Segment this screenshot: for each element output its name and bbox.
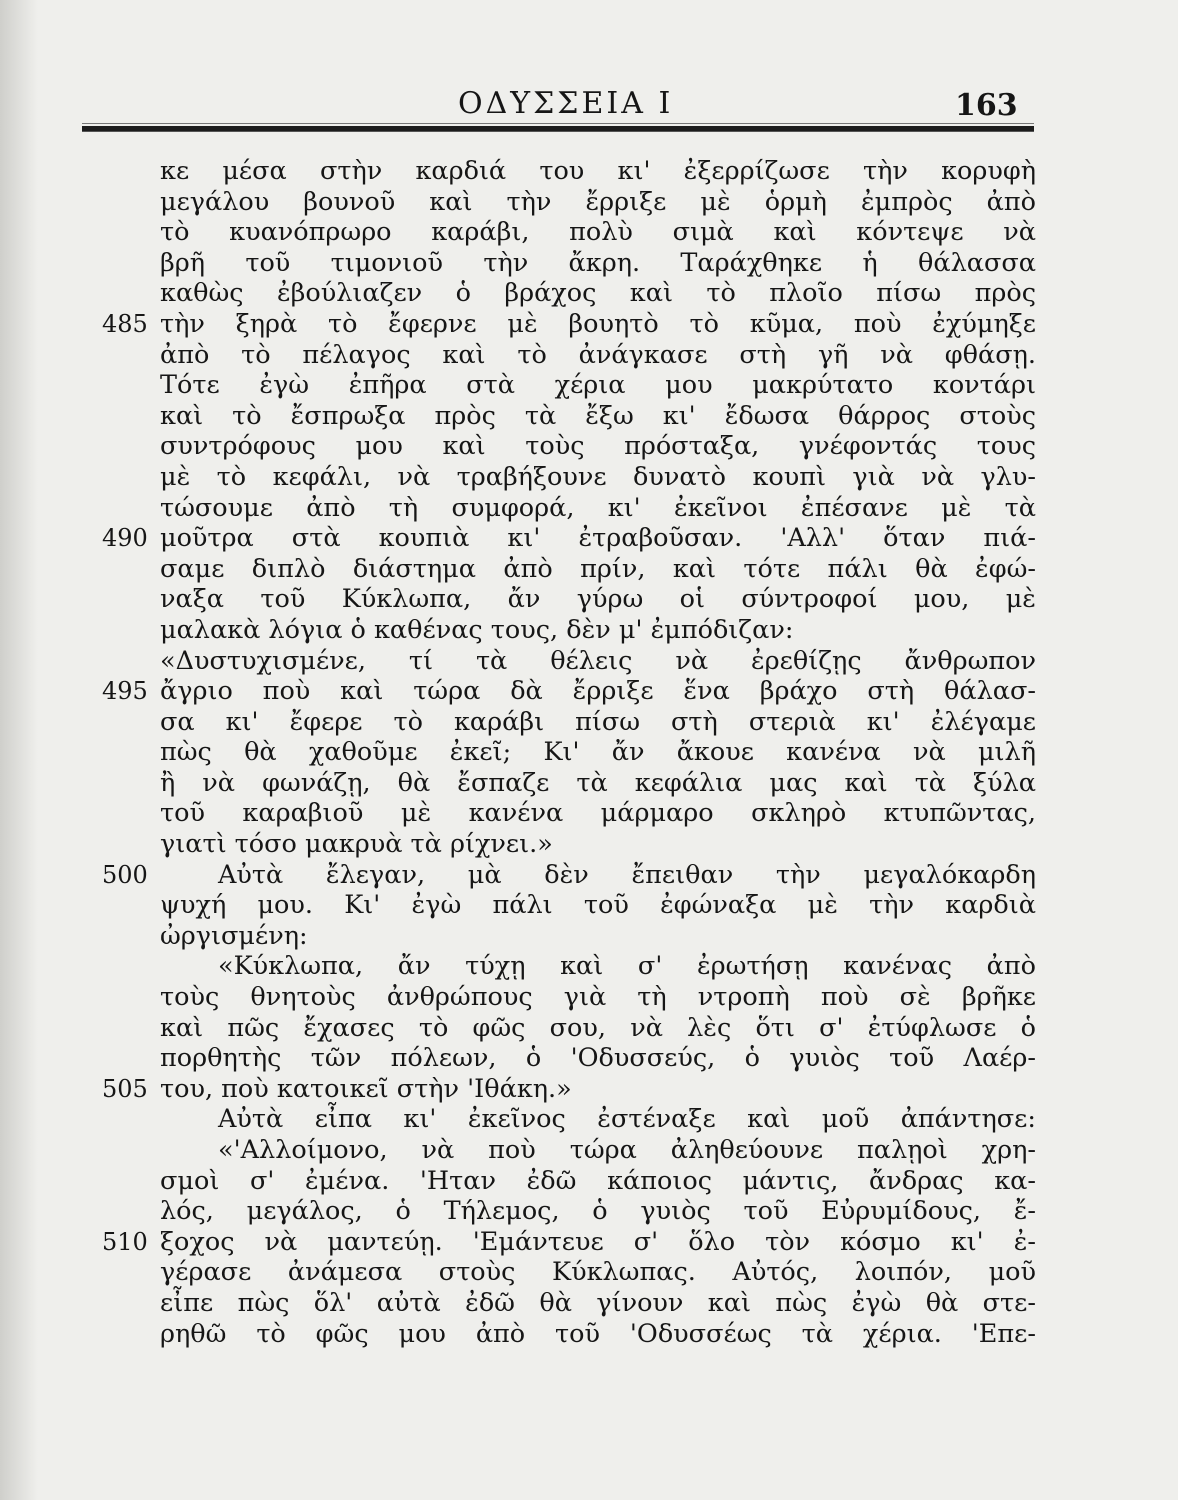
text-line: του, ποὺ κατοικεῖ στὴν 'Ιθάκη.» 505 [102,1073,572,1104]
text-line: μοῦτρα στὰ κουπιὰ κι' ἐτραβοῦσαν. 'Αλλ' ὅταν πιά- 490 [102,523,1036,554]
text-line: καθὼς ἐβούλιαζεν ὁ βράχος καὶ τὸ πλοῖο πίσω πρὸς [160,278,1036,309]
text-line: σμοὶ σ' ἐμένα. 'Ηταν ἐδῶ κάποιος μάντις, ἄνδρας κα- [160,1165,1036,1196]
text-line: «Δυστυχισμένε, τί τὰ θέλεις νὰ ἐρεθίζῃς ἄνθρωπον [160,645,1036,676]
verse-line-number: 505 [102,1074,148,1103]
verse-text-block [102,156,1036,1349]
page-number: 163 [955,88,1018,123]
text-line: Αὐτὰ ἔλεγαν, μὰ δὲν ἔπειθαν τὴν μεγαλόκαρδη 500 [102,859,1036,890]
text-line: μεγάλου βουνοῦ καὶ τὴν ἔρριξε μὲ ὁρμὴ ἐμπρὸς ἀπὸ [160,186,1036,217]
text-line: τὴν ξηρὰ τὸ ἔφερνε μὲ βουητὸ τὸ κῦμα, ποὺ ἐχύμηξε 485 [102,308,1036,339]
header-rule [82,126,1034,132]
text-line: εἶπε πὼς ὅλ' αὐτὰ ἐδῶ θὰ γίνουν καὶ πὼς ἐγὼ θὰ στε- [160,1287,1036,1318]
header-rule-thin [82,123,1034,124]
text-line: πὼς θὰ χαθοῦμε ἐκεῖ; Κι' ἄν ἄκουε κανένα νὰ μιλῆ [160,737,1036,768]
text-line: ναξα τοῦ Κύκλωπα, ἄν γύρω οἱ σύντροφοί μου, μὲ [160,584,1036,615]
text-line: «Κύκλωπα, ἄν τύχῃ καὶ σ' ἐρωτήσῃ κανένας ἀπὸ [218,951,1036,982]
text-line: γέρασε ἀνάμεσα στοὺς Κύκλωπας. Αὐτός, λοιπόν, μοῦ [160,1257,1036,1288]
text-line: ξοχος νὰ μαντεύῃ. 'Εμάντευε σ' ὅλο τὸν κόσμο κι' ἐ- 510 [102,1226,1036,1257]
running-title: ΟΔΥΣΣΕΙΑ Ι [458,86,674,121]
text-line: ψυχή μου. Κι' ἐγὼ πάλι τοῦ ἐφώναξα μὲ τὴν καρδιὰ [160,890,1036,921]
verse-line-number: 500 [102,860,148,889]
text-line: ὠργισμένη: [160,920,308,951]
text-line: καὶ πῶς ἔχασες τὸ φῶς σου, νὰ λὲς ὅτι σ' ἐτύφλωσε ὁ [160,1012,1036,1043]
text-line: ρηθῶ τὸ φῶς μου ἀπὸ τοῦ 'Οδυσσέως τὰ χέρια. 'Επε- [160,1318,1036,1349]
text-line: γιατὶ τόσο μακρυὰ τὰ ρίχνει.» [160,829,553,860]
text-line: ἄγριο ποὺ καὶ τώρα δὰ ἔρριξε ἕνα βράχο στὴ θάλασ- 495 [102,676,1036,707]
verse-line-number: 495 [102,677,148,706]
text-line: σα κι' ἔφερε τὸ καράβι πίσω στὴ στεριὰ κι' ἐλέγαμε [160,706,1036,737]
text-line: τοῦ καραβιοῦ μὲ κανένα μάρμαρο σκληρὸ κτυπῶντας, [160,798,1036,829]
text-line: τώσουμε ἀπὸ τὴ συμφορά, κι' ἐκεῖνοι ἐπέσανε μὲ τὰ [160,492,1036,523]
verse-line-number: 490 [102,524,148,553]
text-line: κε μέσα στὴν καρδιά του κι' ἐξερρίζωσε τὴν κορυφὴ [160,156,1036,186]
verse-line-number: 510 [102,1227,148,1256]
text-line: τὸ κυανόπρωρο καράβι, πολὺ σιμὰ καὶ κόντεψε νὰ [160,217,1036,248]
text-line: καὶ τὸ ἔσπρωξα πρὸς τὰ ἔξω κι' ἔδωσα θάρρος στοὺς [160,400,1036,431]
text-line: Αὐτὰ εἶπα κι' ἐκεῖνος ἐστέναξε καὶ μοῦ ἀπάντησε: [218,1104,1036,1135]
verse-line-number: 485 [102,309,148,338]
text-line: ἢ νὰ φωνάζῃ, θὰ ἔσπαζε τὰ κεφάλια μας καὶ τὰ ξύλα [160,767,1036,798]
text-line: τοὺς θνητοὺς ἀνθρώπους γιὰ τὴ ντροπὴ ποὺ σὲ βρῆκε [160,982,1036,1013]
text-line: Τότε ἐγὼ ἐπῆρα στὰ χέρια μου μακρύτατο κοντάρι [160,370,1036,401]
text-line: μὲ τὸ κεφάλι, νὰ τραβήξουνε δυνατὸ κουπὶ γιὰ νὰ γλυ- [160,461,1036,492]
text-line: βρῆ τοῦ τιμονιοῦ τὴν ἄκρη. Ταράχθηκε ἡ θάλασσα [160,247,1036,278]
text-line: συντρόφους μου καὶ τοὺς πρόσταξα, γνέφοντάς τους [160,431,1036,462]
page-gutter-shadow [0,0,38,1500]
text-line: πορθητὴς τῶν πόλεων, ὁ 'Οδυσσεύς, ὁ γυιὸς τοῦ Λαέρ- [160,1043,1036,1074]
text-line: μαλακὰ λόγια ὁ καθένας τους, δὲν μ' ἐμπόδιζαν: [160,614,794,645]
text-line: ἀπὸ τὸ πέλαγος καὶ τὸ ἀνάγκασε στὴ γῆ νὰ φθάσῃ. [160,339,1036,370]
text-line: «'Αλλοίμονο, νὰ ποὺ τώρα ἀληθεύουνε παλῃοὶ χρη- [218,1135,1036,1165]
text-line: λός, μεγάλος, ὁ Τήλεμος, ὁ γυιὸς τοῦ Εὐρυμίδους, ἔ- [160,1196,1036,1227]
text-line: σαμε διπλὸ διάστημα ἀπὸ πρίν, καὶ τότε πάλι θὰ ἐφώ- [160,553,1036,584]
